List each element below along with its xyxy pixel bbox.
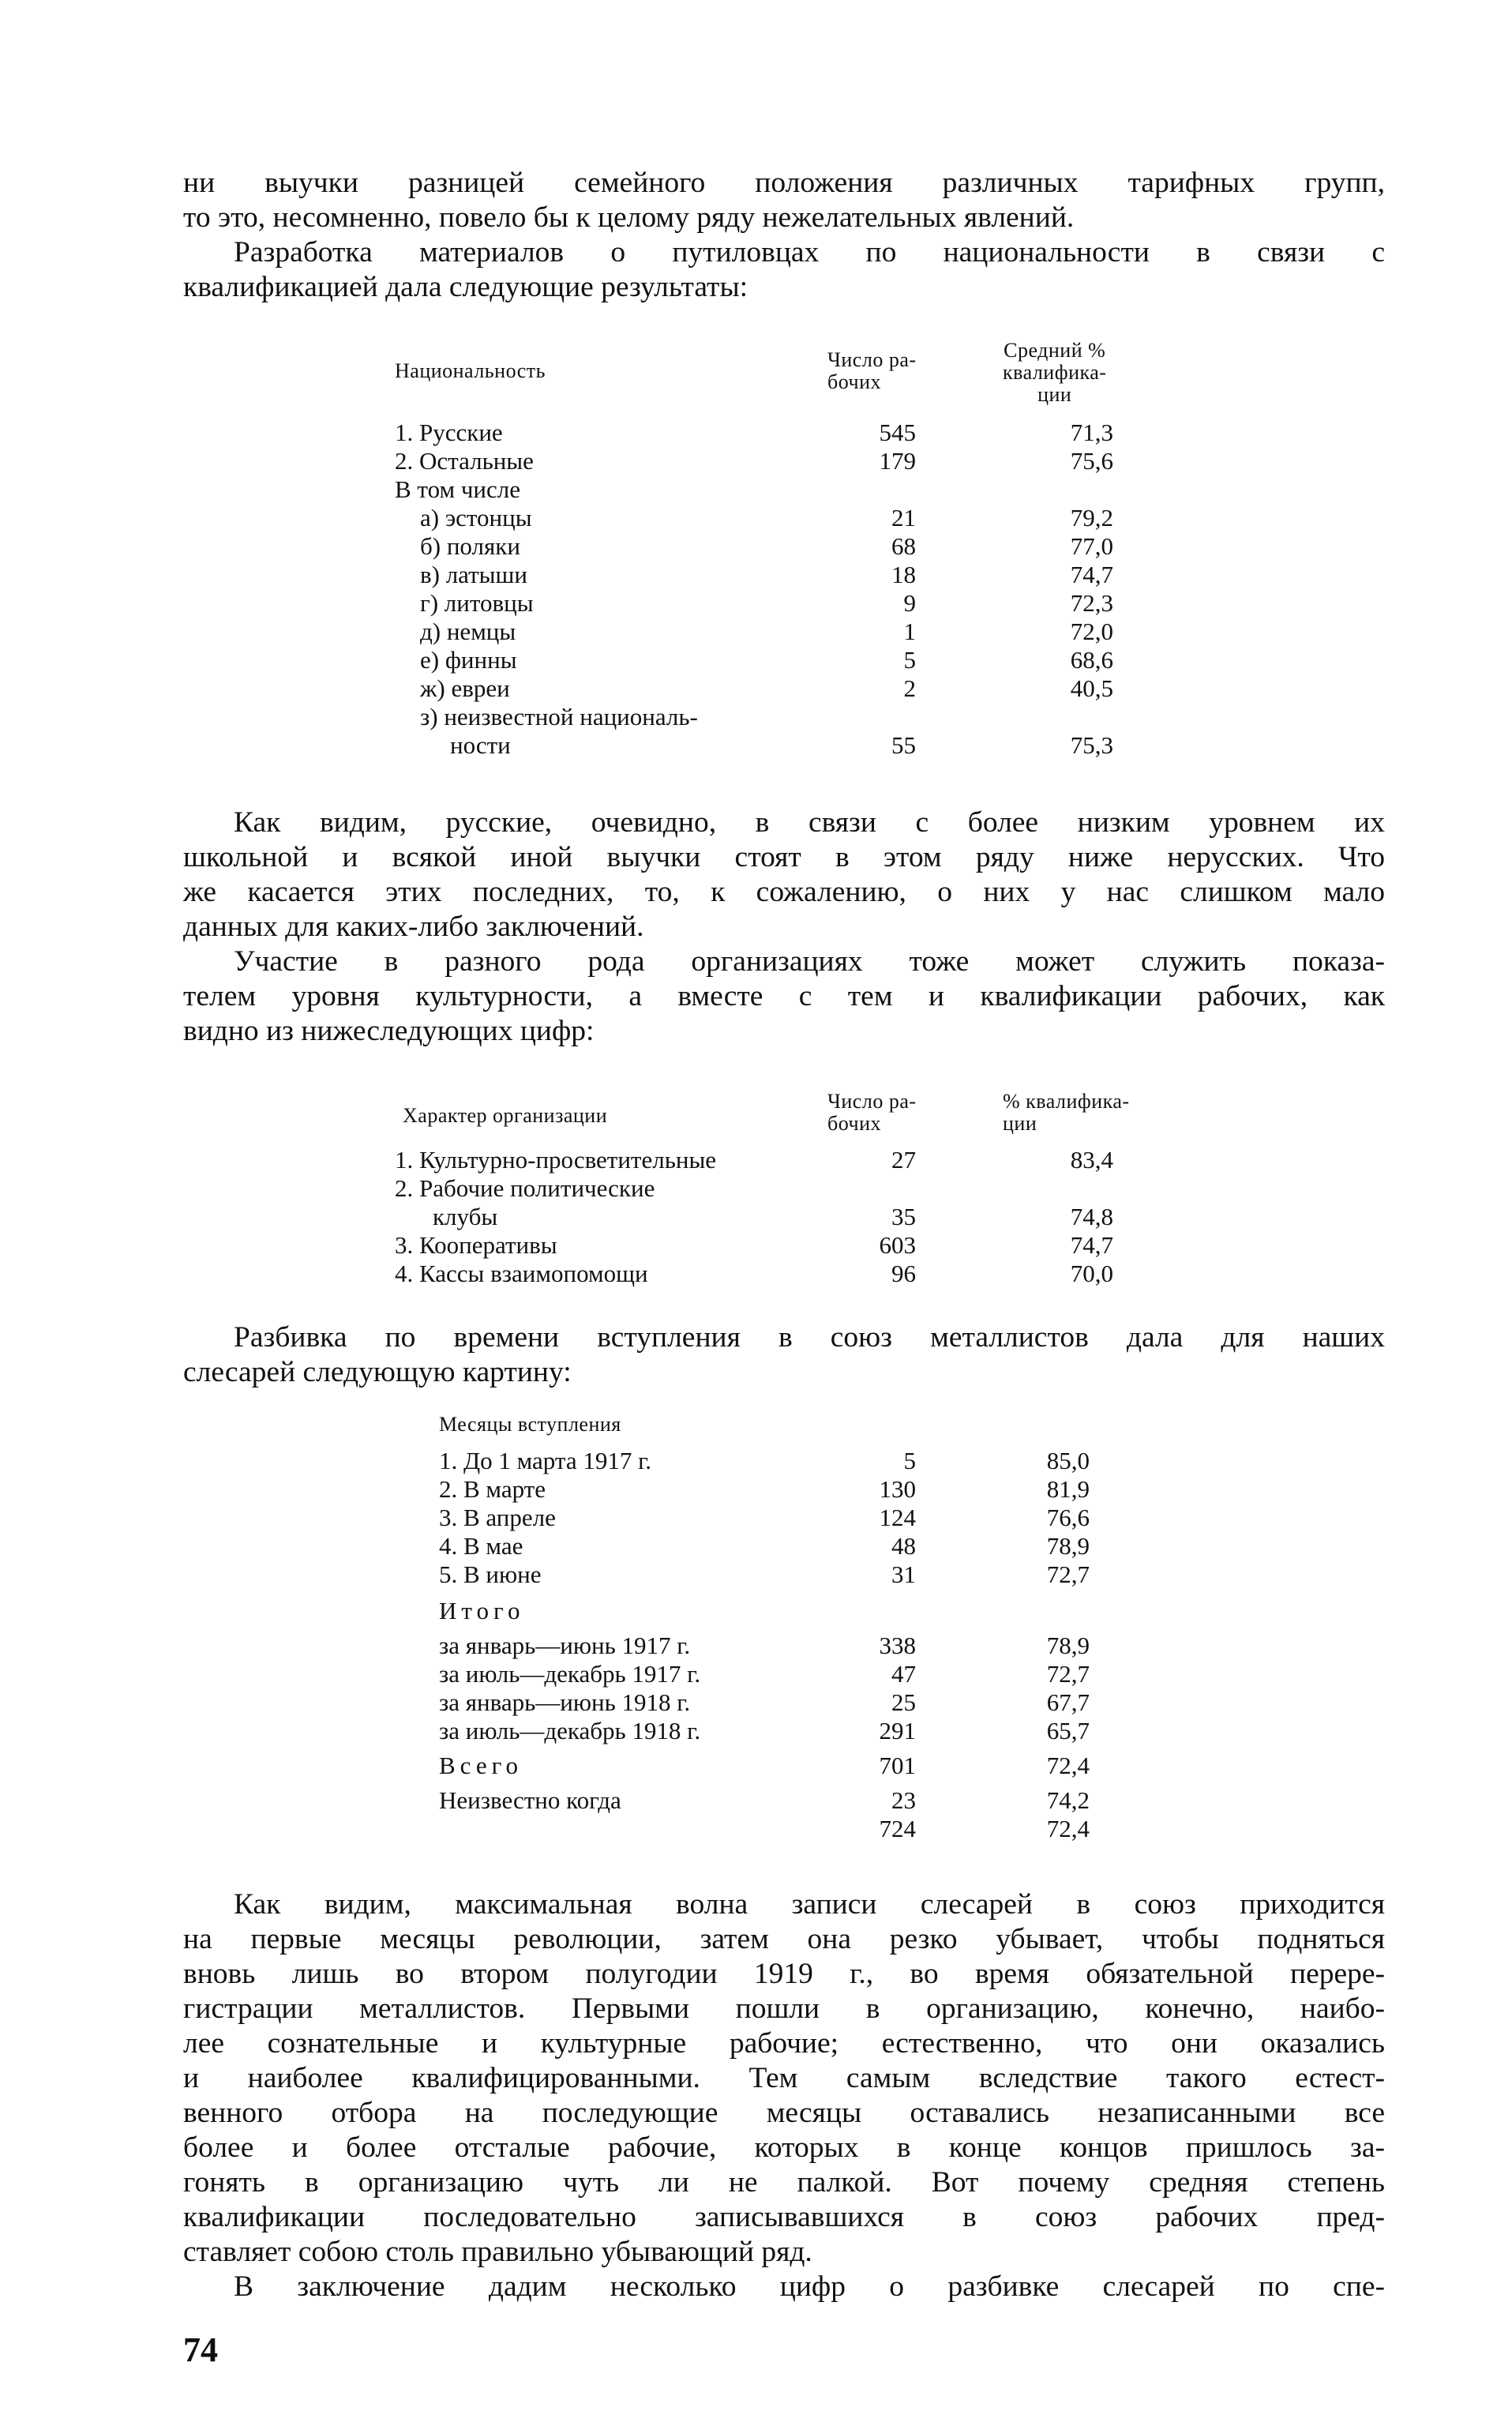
text-line: же касается этих последних, то, к сожалению, о них у нас слишком мало [183,876,1385,908]
table-row: ж) евреи 2 40,5 [420,674,1113,702]
text-line: более и более отсталые рабочие, которых в конце концов пришлось за- [183,2131,1385,2164]
page-number: 74 [183,2330,218,2369]
text-line: гистрации металлистов. Первыми пошли в организацию, конечно, наибо- [183,1992,1385,2025]
table-row: з) неизвестной националь- [420,703,698,730]
table-row-unknown: Неизвестно когда 23 74,2 [439,1786,1090,1814]
table-body [395,1146,1184,1288]
table-row: 1. До 1 марта 1917 г. 5 85,0 [439,1447,1090,1474]
paragraph-3 [183,1320,1385,1390]
paragraph-4 [183,1887,1385,2304]
table-row: клубы 35 74,8 [433,1203,1113,1230]
text-line: гонять в организацию чуть ли не палкой. Вот почему средняя степень [183,2166,1385,2199]
table-row: 1. Русские 545 71,3 [395,419,1113,446]
text-line: ни выучки разницей семейного положения различных тарифных групп, [183,167,1385,199]
text-line: ставляет собою столь правильно убывающий ряд. [183,2236,812,2268]
table-row: 4. Кассы взаимопомощи 96 70,0 [395,1260,1113,1287]
text-line: Как видим, русские, очевидно, в связи с более низким уровнем их [234,806,1385,839]
organization-table [395,1086,1184,1299]
text-line: на первые месяцы революции, затем она резко убывает, чтобы подняться [183,1923,1385,1955]
text-line: слесарей следующую картину: [183,1356,572,1388]
table-row: 2. В марте 130 81,9 [439,1475,1090,1503]
table-row: е) финны 5 68,6 [420,646,1113,674]
table-row: за январь—июнь 1918 г. 25 67,7 [439,1688,1090,1716]
table-row: за июль—декабрь 1918 г. 291 65,7 [439,1717,1090,1744]
table-row: 5. В июне 31 72,7 [439,1560,1090,1588]
table-body [439,1447,1150,1843]
text-line: данных для каких-либо заключений. [183,911,644,943]
text-line: школьной и всякой иной выучки стоят в этом ряду ниже нерусских. Что [183,841,1385,873]
table-header-count: Число ра- бочих [827,348,917,393]
text-line: лее сознательные и культурные рабочие; естественно, что они оказались [183,2027,1385,2060]
text-line: видно из нижеследующих цифр: [183,1015,595,1047]
text-line: и наиболее квалифицированными. Тем самым вследствие такого естест- [183,2062,1385,2094]
text-line: вновь лишь во втором полугодии 1919 г., во время обязательной перере- [183,1958,1385,1990]
text-line: квалификации последовательно записывавшихся в союз рабочих пред- [183,2201,1385,2233]
table-row: 4. В мае 48 78,9 [439,1532,1090,1560]
table-header-pct: % квалифика- ции [1003,1090,1130,1135]
text-line: Разработка материалов о путиловцах по национальности в связи с [234,236,1385,269]
text-line: Как видим, максимальная волна записи слесарей в союз приходится [234,1888,1385,1921]
table-row: г) литовцы 9 72,3 [420,589,1113,617]
table-header-nationality: Национальность [395,359,546,382]
table-row: за июль—декабрь 1917 г. 47 72,7 [439,1660,1090,1688]
text-line: В заключение дадим несколько цифр о разбивке слесарей по спе- [234,2270,1385,2303]
paragraph-2 [183,806,1385,1049]
table-header-organization: Характер организации [403,1104,608,1127]
table-row: 3. Кооперативы 603 74,7 [395,1231,1113,1259]
table-row: д) немцы 1 72,0 [420,618,1113,645]
table-body [395,419,1153,760]
table-row-vsego: Всего 701 72,4 [439,1752,1090,1779]
table-header-count: Число ра- бочих [827,1090,917,1135]
table-row: 1. Культурно-просветительные 27 83,4 [395,1146,1113,1174]
text-line: Разбивка по времени вступления в союз металлистов дала для наших [234,1321,1385,1354]
text-line: квалификацией дала следующие результаты: [183,271,748,303]
paragraph-1 [183,166,1385,305]
table-row: В том числе [395,475,521,503]
table-row: а) эстонцы 21 79,2 [420,504,1113,531]
table-row-grand-total: 724 72,4 [879,1815,1090,1842]
nationality-table [395,340,1153,766]
table-row: б) поляки 68 77,0 [420,532,1113,560]
text-line: телем уровня культурности, а вместе с тем и квалификации рабочих, как [183,980,1385,1012]
text-line: венного отбора на последующие месяцы оставались незаписанными все [183,2097,1385,2129]
text-line: то это, несомненно, повело бы к целому ряду нежелательных явлений. [183,201,1075,234]
table-row: ности 55 75,3 [450,731,1113,759]
table-row: 2. Рабочие политические [395,1174,655,1202]
membership-table [439,1414,1150,1856]
table-row: 3. В апреле 124 76,6 [439,1504,1090,1531]
table-section-itogo: Итого [439,1597,525,1624]
table-row: 2. Остальные 179 75,6 [395,447,1113,475]
table-header-months: Месяцы вступления [439,1413,621,1436]
table-row: за январь—июнь 1917 г. 338 78,9 [439,1632,1090,1659]
table-row: в) латыши 18 74,7 [420,561,1113,588]
table-header-pct: Средний % квалифика- ции [1003,339,1107,406]
text-line: Участие в разного рода организациях тоже может служить показа- [234,945,1385,978]
